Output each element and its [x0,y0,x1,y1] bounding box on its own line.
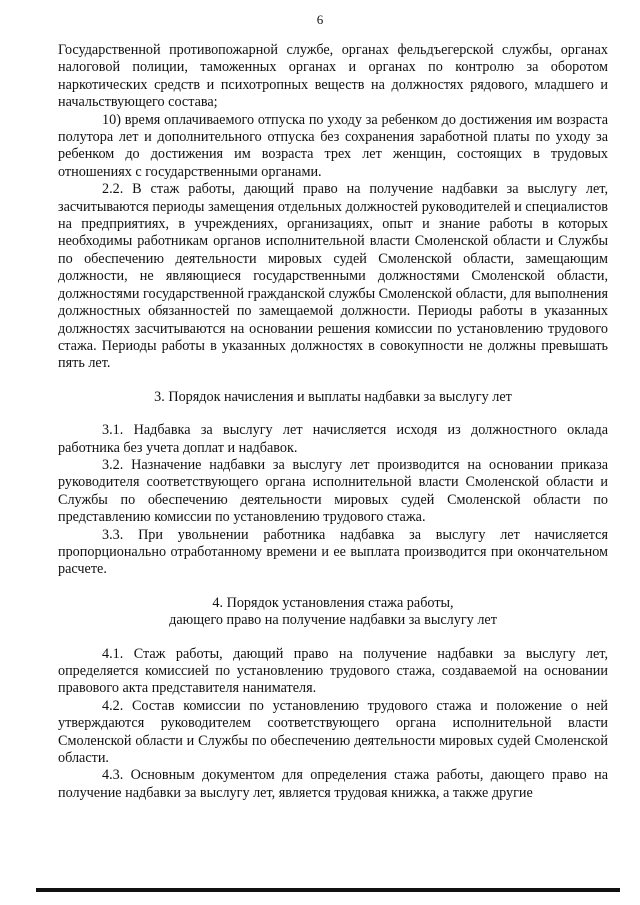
section-4-heading-line-2: дающего право на получение надбавки за выслугу лет [169,612,497,629]
paragraph-3-1: 3.1. Надбавка за выслугу лет начисляется исходя из должностного оклада работника без учета доплат и надбавок. [58,422,608,456]
bottom-scan-border [36,888,620,892]
document-body [58,42,608,802]
paragraph-continuation: Государственной противопожарной службе, органах фельдъегерской службы, органах налоговой полиции, таможенных органах и органах по контролю за оборотом наркотических средств и психотропных веществ на должностях рядового, младшего и начальствующего состава; [58,42,608,111]
paragraph-3-3: 3.3. При увольнении работника надбавка за выслугу лет начисляется пропорционально отработанному времени и ее выплата производится при окончательном расчете. [58,526,608,578]
section-4-heading-line-1: 4. Порядок установления стажа работы, [212,594,454,611]
paragraph-4-1: 4.1. Стаж работы, дающий право на получение надбавки за выслугу лет, определяется комиссией по установлению трудового стажа, создаваемой на основании правового акта представителя нанимателя. [58,645,608,697]
page-number: 6 [316,12,324,27]
paragraph-item-10: 10) время оплачиваемого отпуска по уходу за ребенком до достижения им возраста полутора лет и дополнительного отпуска без сохранения заработной платы по уходу за ребенком до достижения им возраста трех лет женщин, состоящих в трудовых отношениях с государственными органами. [58,111,608,180]
paragraph-4-2: 4.2. Состав комиссии по установлению трудового стажа и положение о ней утверждаются руководителем соответствующего органа исполнительной власти Смоленской области и Службы по обеспечению деятельности мировых судей Смоленской области. [58,697,608,767]
paragraph-3-2: 3.2. Назначение надбавки за выслугу лет производится на основании приказа руководителя соответствующего органа исполнительной власти Смоленской области и Службы по обеспечению деятельности мировых судей Смоленской области по представлению комиссии по установлению трудового стажа. [58,456,608,526]
section-3-heading: 3. Порядок начисления и выплаты надбавки за выслугу лет [154,388,512,405]
section-4-heading [58,595,608,630]
paragraph-2-2: 2.2. В стаж работы, дающий право на получение надбавки за выслугу лет, засчитываются периоды замещения отдельных должностей руководителей и специалистов на предприятиях, в учреждениях, организациях, опыт и знание работы в которых необходимы работникам органов исполнительной власти Смоленской области и Службы по обеспечению деятельности мировых судей Смоленской области, замещающим должности, не являющиеся государственными должностями Смоленской области, должностями государственной гражданской службы Смоленской области, для выполнения должностных обязанностей по замещаемой должности. Периоды работы в указанных должностях засчитываются на основании решения комиссии по установлению трудового стажа. Периоды работы в указанных должностях в совокупности не должны превышать пять лет. [58,181,608,372]
paragraph-4-3: 4.3. Основным документом для определения стажа работы, дающего право на получение надбавки за выслугу лет, является трудовая книжка, а также другие [58,767,608,801]
